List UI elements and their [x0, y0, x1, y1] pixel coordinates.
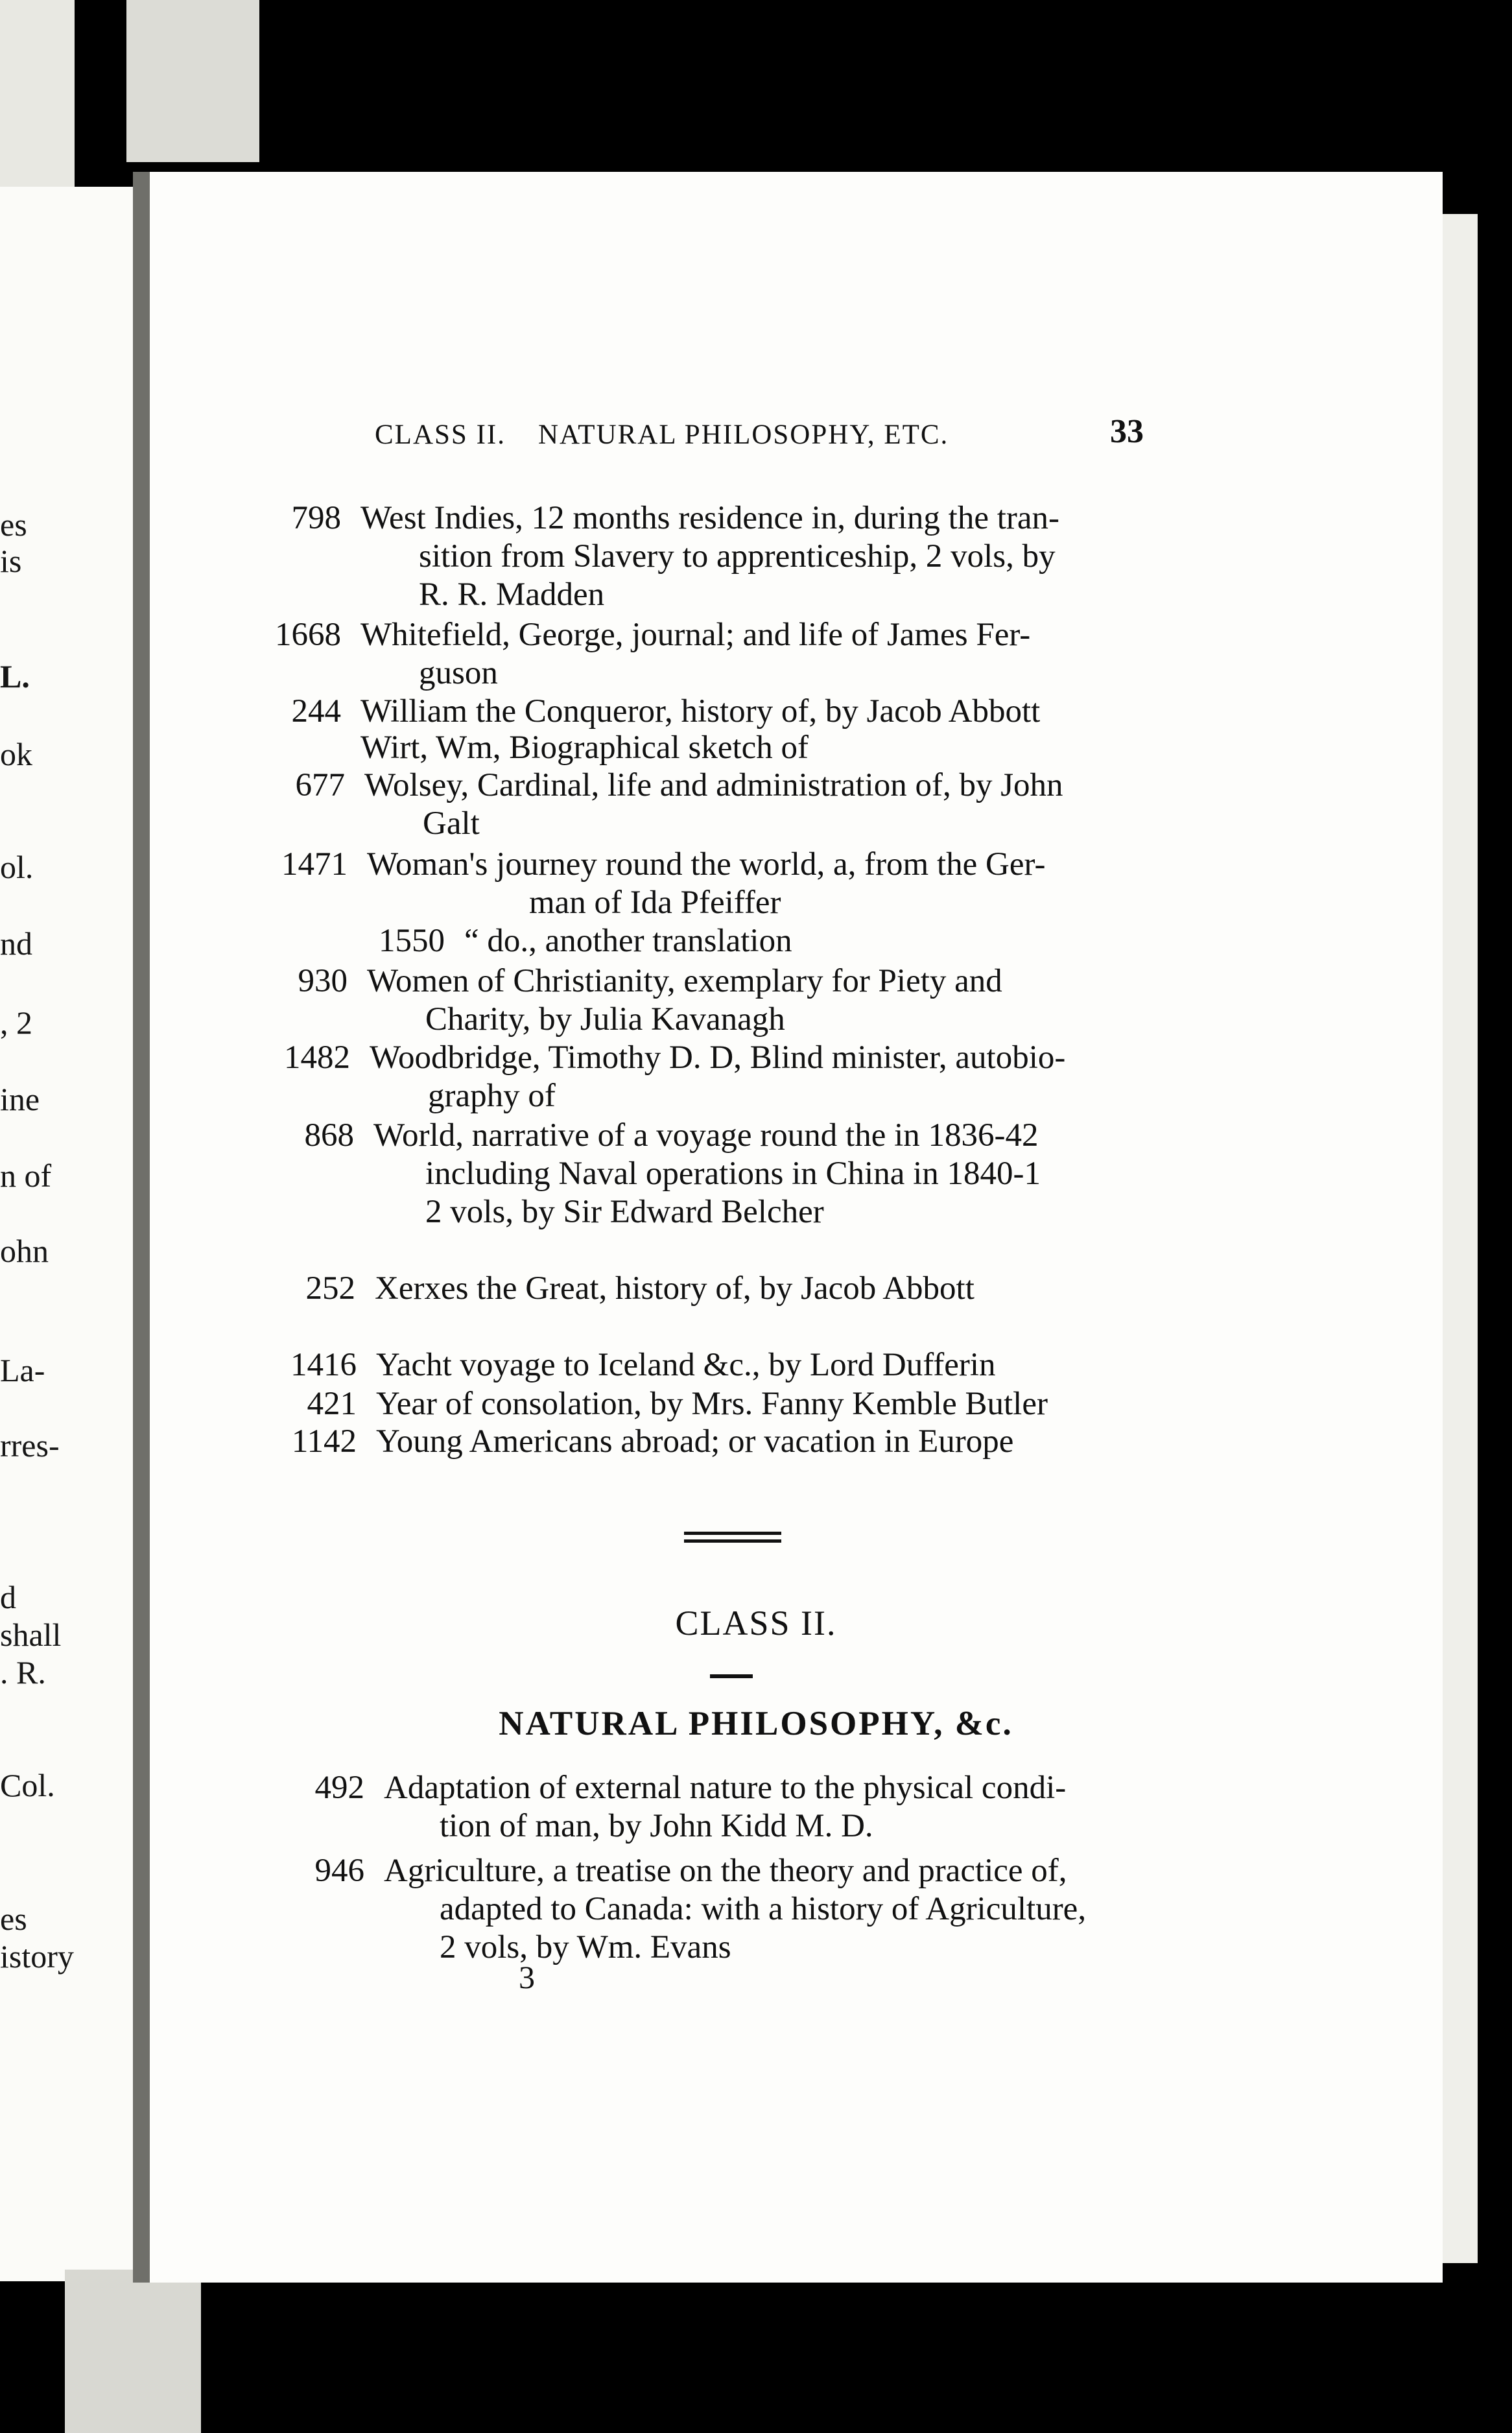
entry-continuation: tion of man, by John Kidd M. D.: [440, 1808, 873, 1844]
left-fragment: ol.: [0, 849, 34, 885]
left-fragment: nd: [0, 925, 32, 962]
entry-title: Whitefield, George, journal; and life of James Fer-: [360, 617, 1031, 653]
entry-title: West Indies, 12 months residence in, during the tran-: [360, 500, 1059, 536]
entry-title: Wirt, Wm, Biographical sketch of: [360, 730, 809, 766]
entry-continuation: including Naval operations in China in 1840-1: [425, 1156, 1041, 1192]
entry-number: 1482: [284, 1039, 350, 1076]
entry-title: William the Conqueror, history of, by Jacob Abbott: [360, 693, 1041, 730]
entry-title: “ do., another translation: [464, 923, 792, 959]
entry-number: 492: [314, 1770, 364, 1806]
entry-continuation: graphy of: [428, 1078, 556, 1114]
entry-number: 868: [304, 1117, 354, 1154]
entry-number: 1416: [290, 1347, 357, 1383]
entry-number: 244: [291, 693, 341, 730]
left-fragment: es: [0, 506, 27, 543]
entry-number: 1471: [281, 846, 348, 883]
entry-title: World, narrative of a voyage round the in 1836-42: [373, 1117, 1039, 1154]
left-page-top-tab: [0, 0, 75, 188]
entry-number: 946: [314, 1853, 364, 1889]
left-fragment: La-: [0, 1352, 45, 1388]
entry-number: 798: [291, 500, 341, 536]
left-fragment: es: [0, 1901, 27, 1937]
header-section-label: NATURAL PHILOSOPHY, ETC.: [537, 420, 949, 450]
signature-mark: 3: [519, 1959, 535, 1995]
section-rule-bottom: [684, 1539, 781, 1543]
title-dash: [710, 1674, 753, 1678]
entry-number: 1668: [275, 617, 341, 653]
left-fragment: Col.: [0, 1767, 55, 1803]
entry-continuation: man of Ida Pfeiffer: [529, 884, 781, 921]
entry-number: 252: [305, 1270, 355, 1307]
section-title: NATURAL PHILOSOPHY, &c.: [499, 1705, 1013, 1742]
left-fragment: . R.: [0, 1654, 46, 1691]
entry-title: Young Americans abroad; or vacation in Europe: [376, 1423, 1014, 1460]
entry-number: 1142: [291, 1423, 357, 1460]
left-fragment: L.: [0, 658, 30, 694]
entry-title: Agriculture, a treatise on the theory and practice of,: [384, 1853, 1067, 1889]
entry-continuation: Charity, by Julia Kavanagh: [425, 1001, 785, 1038]
class-title: CLASS II.: [675, 1604, 837, 1643]
entry-continuation: 2 vols, by Sir Edward Belcher: [425, 1194, 824, 1230]
entry-title: Wolsey, Cardinal, life and administration of, by John: [364, 767, 1063, 803]
left-fragment: ok: [0, 736, 32, 772]
left-page-binding-tab: [126, 0, 259, 162]
section-rule-top: [684, 1532, 781, 1535]
entry-continuation: sition from Slavery to apprenticeship, 2 vols, by: [419, 538, 1056, 575]
left-fragment: istory: [0, 1938, 74, 1975]
entry-number: 930: [298, 963, 348, 999]
entry-title: Year of consolation, by Mrs. Fanny Kemble Butler: [376, 1386, 1048, 1422]
entry-continuation: Galt: [423, 805, 480, 842]
entry-continuation: guson: [419, 655, 498, 691]
entry-title: Women of Christianity, exemplary for Piety and: [367, 963, 1002, 999]
left-fragment: d: [0, 1579, 16, 1615]
entry-number: 421: [307, 1386, 357, 1422]
page-number: 33: [1110, 413, 1144, 450]
entry-title: Xerxes the Great, history of, by Jacob Abbott: [375, 1270, 975, 1307]
left-fragment: is: [0, 543, 22, 579]
entry-title: Yacht voyage to Iceland &c., by Lord Dufferin: [376, 1347, 996, 1383]
entry-number: 1550: [379, 923, 445, 959]
left-fragment: rres-: [0, 1427, 60, 1464]
entry-continuation: adapted to Canada: with a history of Agriculture,: [440, 1891, 1087, 1927]
entry-title: Adaptation of external nature to the physical condi-: [384, 1770, 1067, 1806]
entry-title: Woman's journey round the world, a, from the Ger-: [367, 846, 1046, 883]
header-class-label: CLASS II.: [375, 420, 506, 450]
entry-number: 677: [295, 767, 345, 803]
entry-continuation: 2 vols, by Wm. Evans: [440, 1929, 731, 1965]
left-fragment: n of: [0, 1157, 52, 1194]
left-fragment: , 2: [0, 1004, 32, 1041]
entry-title: Woodbridge, Timothy D. D, Blind minister, autobio-: [370, 1039, 1066, 1076]
left-fragment: ine: [0, 1081, 40, 1117]
left-fragment: ohn: [0, 1233, 49, 1269]
running-header: [375, 419, 949, 451]
binding-bottom-tab: [65, 2270, 201, 2433]
left-fragment: shall: [0, 1617, 62, 1653]
entry-continuation: R. R. Madden: [419, 576, 605, 613]
